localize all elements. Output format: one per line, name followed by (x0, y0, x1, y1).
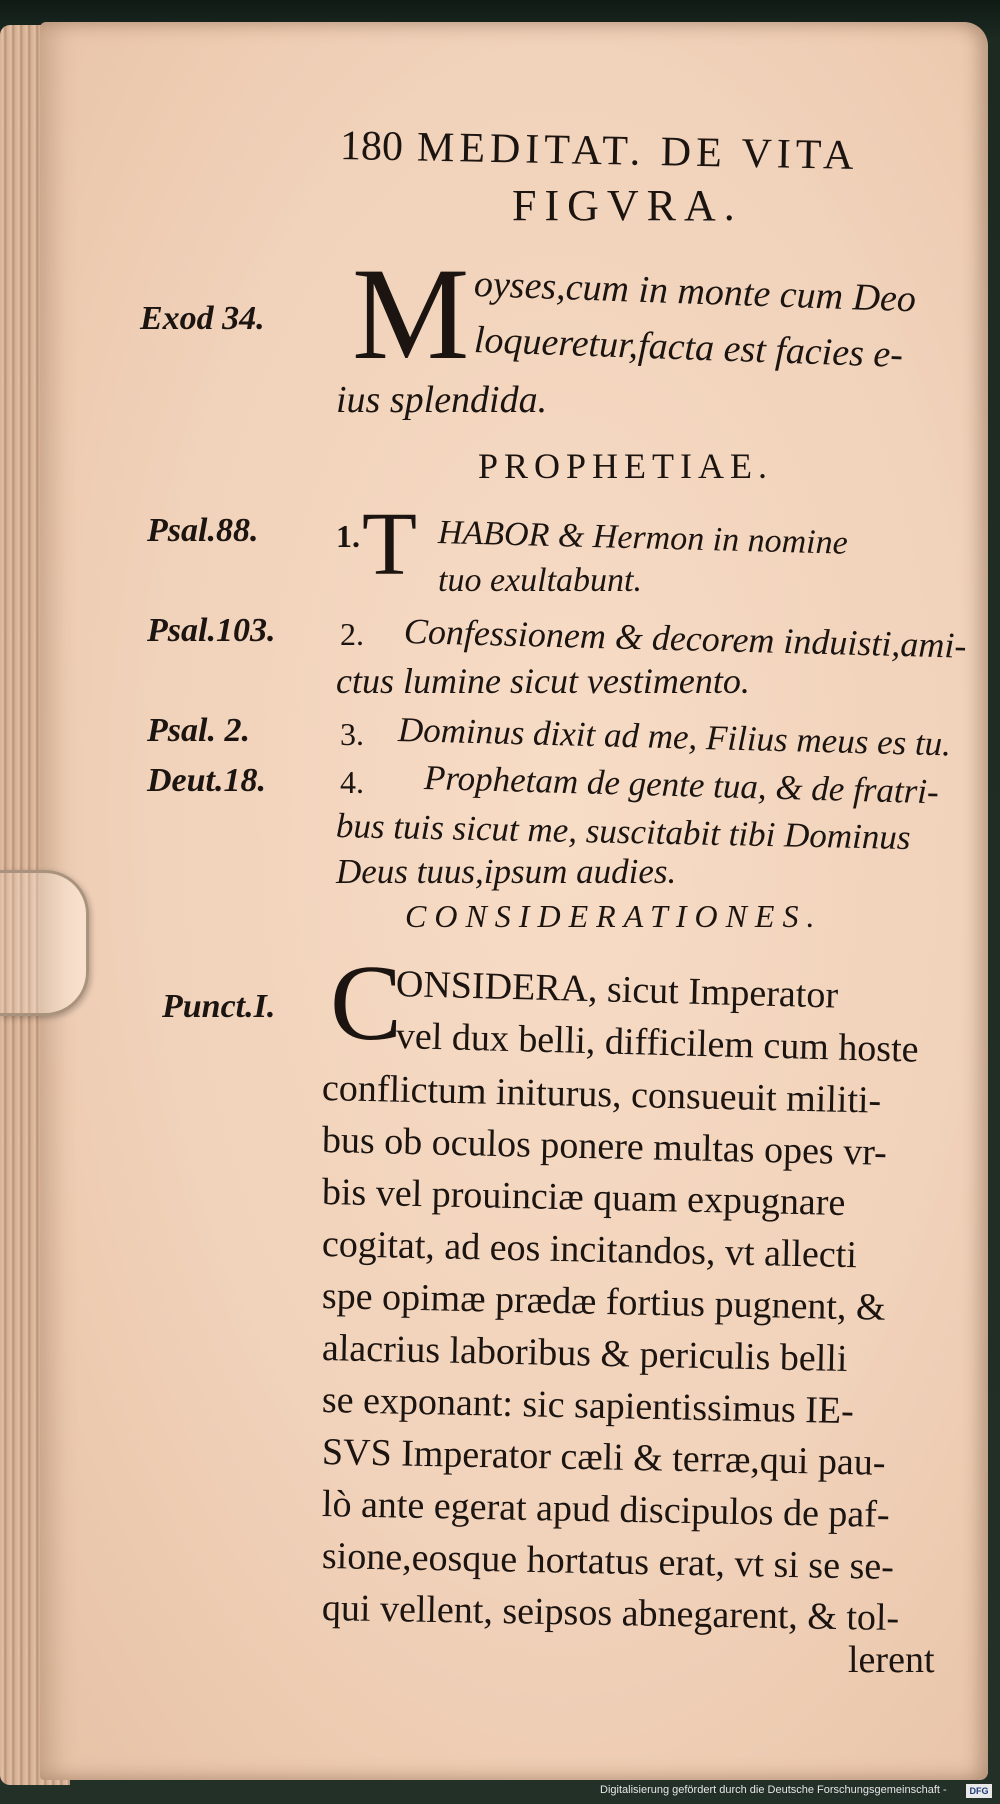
consideration-line-1: ONSIDERA, sicut Imperator (395, 963, 839, 1017)
consideration-line-12: sione,eosque hortatus erat, vt si se se- (321, 1535, 895, 1588)
margin-ref-psal-88: Psal.88. (147, 512, 259, 549)
prophecy-2-line-2: ctus lumine sicut vestimento. (336, 661, 750, 701)
margin-ref-punct-1: Punct.I. (162, 988, 276, 1025)
consideration-line-7: spe opimæ prædæ fortius pugnent, & (321, 1275, 886, 1329)
figura-line-3: ius splendida. (336, 379, 548, 421)
dropcap-c: C (330, 944, 403, 1063)
page-number: 180 (339, 123, 404, 171)
margin-ref-deut-18: Deut.18. (147, 762, 266, 799)
figura-line-1: oyses,cum in monte cum Deo (473, 263, 917, 321)
prophecy-1-line-2: tuo exultabunt. (438, 562, 642, 599)
consideration-line-13: qui vellent, seipsos abnegarent, & tol- (321, 1587, 900, 1640)
prophecy-3-line-1: Dominus dixit ad me, Filius meus es tu. (397, 710, 952, 764)
margin-ref-psal-2: Psal. 2. (147, 712, 250, 749)
consideration-line-11: lò ante egerat apud discipulos de paf- (321, 1483, 890, 1536)
figura-heading: FIGVRA. (512, 181, 743, 230)
dropcap-m: M (352, 240, 470, 387)
consideration-line-9: se exponant: sic sapientissimus IE- (321, 1379, 855, 1433)
considerationes-heading: CONSIDERATIONES. (405, 898, 823, 934)
consideration-line-5: bis vel prouinciæ quam expugnare (321, 1171, 846, 1224)
prophecy-number-1: 1. (336, 518, 360, 554)
margin-ref-psal-103: Psal.103. (147, 612, 276, 649)
consideration-line-10: SVS Imperator cæli & terræ,qui pau- (321, 1431, 886, 1484)
consideration-line-4: bus ob oculos ponere multas opes vr- (321, 1119, 888, 1174)
consideration-line-6: cogitat, ad eos incitandos, vt allecti (321, 1223, 858, 1277)
running-title: MEDITAT. DE VITA (416, 124, 859, 179)
prophecy-2-line-1: Confessionem & decorem induisti,ami- (403, 611, 967, 666)
prophecy-number-2: 2. (340, 616, 364, 652)
dfg-logo: DFG (966, 1784, 992, 1798)
prophecy-4-line-2: bus tuis sicut me, suscitabit tibi Dominus (335, 806, 911, 858)
prophecy-4-line-3: Deus tuus,ipsum audies. (336, 852, 677, 891)
consideration-line-8: alacrius laboribus & periculis belli (321, 1327, 848, 1381)
consideration-line-3: conflictum initurus, consueuit militi- (321, 1067, 882, 1122)
running-header (340, 122, 859, 180)
figura-line-2: loqueretur,facta est facies e- (473, 319, 904, 376)
consideration-line-2: vel dux belli, difficilem cum hoste (395, 1015, 920, 1071)
margin-ref-exod: Exod 34. (140, 300, 265, 337)
prophecy-number-3: 3. (340, 716, 364, 752)
prophecy-1-line-1: HABOR & Hermon in nomine (437, 514, 849, 562)
prophetiae-heading: PROPHETIAE. (478, 446, 774, 486)
dropcap-t: T (362, 495, 417, 594)
digitization-credit: Digitalisierung gefördert durch die Deutsche Forschungsgemeinschaft - (600, 1784, 947, 1796)
consideration-line-14: lerent (848, 1639, 935, 1681)
prophecy-4-line-1: Prophetam de gente tua, & de fratri- (423, 758, 940, 812)
prophecy-number-4: 4. (340, 764, 364, 800)
page-clasp (0, 870, 89, 1016)
